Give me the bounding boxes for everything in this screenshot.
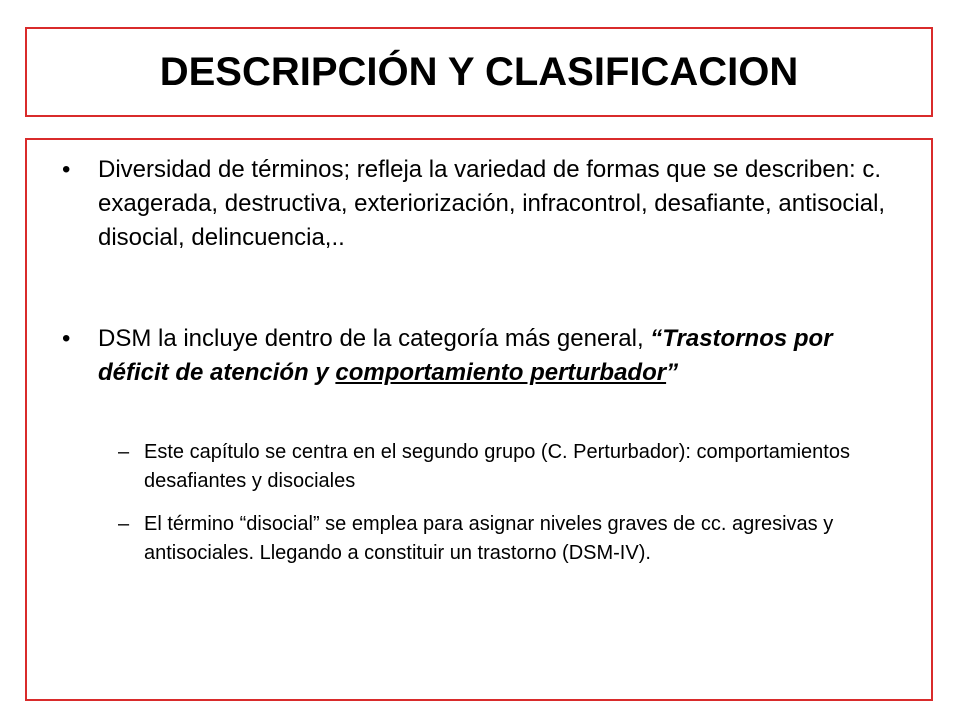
- sub-bullet-marker: –: [118, 513, 130, 535]
- bullet-marker: •: [62, 156, 71, 183]
- content-box: [25, 138, 933, 701]
- bullet-marker: •: [62, 325, 71, 352]
- sub-bullet-marker: –: [118, 441, 130, 463]
- title-box: [25, 27, 933, 117]
- bullet-text: Diversidad de términos; refleja la variedad de formas que se describen: c. exagerada, destructiva, exteriorización, infracontrol, desafiante, antisocial, disocial, delincuencia,..: [98, 156, 886, 251]
- bullet-text: [98, 322, 904, 390]
- open-quote: “: [650, 325, 663, 352]
- category-name-part1: Trastornos por déficit de atención y: [98, 325, 833, 386]
- slide-title: DESCRIPCIÓN Y CLASIFICACION: [159, 49, 799, 94]
- bullet-lead-text: DSM la incluye dentro de la categoría más general,: [98, 325, 651, 352]
- close-quote: ”: [666, 359, 679, 386]
- sub-bullet-text: Este capítulo se centra en el segundo grupo (C. Perturbador): comportamientos desafiantes y disociales: [144, 441, 850, 492]
- sub-bullet-text: El término “disocial” se emplea para asignar niveles graves de cc. agresivas y antisociales. Llegando a constituir un trastorno (DSM-IV).: [144, 513, 834, 564]
- category-name-underlined: comportamiento perturbador: [335, 359, 667, 386]
